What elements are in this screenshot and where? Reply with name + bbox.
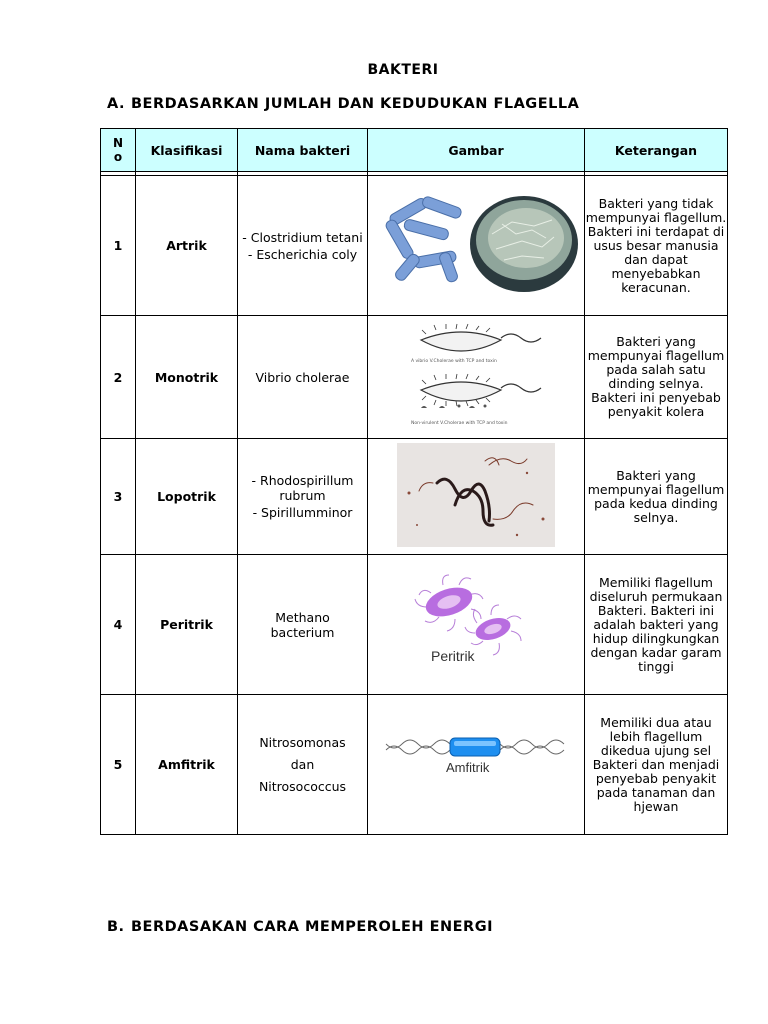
image-label: Amfitrik: [445, 760, 489, 775]
nama-item: Nitrosococcus: [258, 778, 347, 794]
amphitrichous-bacteria-image: [384, 728, 569, 798]
row-number: 5: [101, 695, 136, 835]
header-nama: Nama bakteri: [238, 129, 368, 172]
row-nama: [238, 555, 368, 695]
spirillum-micrograph-image: [397, 443, 555, 547]
row-gambar: [368, 555, 585, 695]
table-row: [101, 176, 728, 316]
section-a-text: BERDASARKAN JUMLAH DAN KEDUDUKAN FLAGELLA: [131, 96, 580, 112]
table-header-row: [101, 129, 728, 172]
row-number: 2: [101, 316, 136, 439]
row-nama: [238, 439, 368, 555]
row-keterangan: Memiliki dua atau lebih flagellum dikedua ujung sel Bakteri dan menjadi penyebab penyakit pada tanaman dan hjewan: [585, 695, 728, 835]
row-number: 3: [101, 439, 136, 555]
header-gambar: Gambar: [368, 129, 585, 172]
header-no-line1: N: [112, 136, 124, 150]
document-title: BAKTERI: [367, 62, 439, 78]
row-keterangan: Bakteri yang mempunyai flagellum pada kedua dinding selnya.: [585, 439, 728, 555]
row-nama: [238, 695, 368, 835]
section-b-heading: [107, 919, 493, 935]
row-gambar: [368, 176, 585, 316]
nama-item: - Rhodospirillum rubrum: [251, 473, 354, 503]
section-b-text: BERDASAKAN CARA MEMPEROLEH ENERGI: [131, 919, 494, 935]
vibrio-cholerae-diagram-image: [401, 320, 551, 432]
row-klasifikasi: Peritrik: [136, 555, 238, 695]
row-klasifikasi: Lopotrik: [136, 439, 238, 555]
nama-item: Nitrosomonas: [259, 734, 346, 750]
row-keterangan: Bakteri yang tidak mempunyai flagellum. Bakteri ini terdapat di usus besar manusia dan dapat menyebabkan keracunan.: [585, 176, 728, 316]
header-no-line2: o: [113, 150, 123, 164]
nama-item: - Spirillumminor: [252, 505, 353, 520]
section-b-letter: B.: [107, 919, 125, 935]
row-number: 1: [101, 176, 136, 316]
row-keterangan: Bakteri yang mempunyai flagellum pada salah satu dinding selnya. Bakteri ini penyebab penyakit kolera: [585, 316, 728, 439]
row-klasifikasi: Monotrik: [136, 316, 238, 439]
header-klasifikasi: Klasifikasi: [136, 129, 238, 172]
section-a-heading: [107, 96, 579, 112]
row-klasifikasi: Artrik: [136, 176, 238, 316]
table-row: [101, 555, 728, 695]
nama-item: Vibrio cholerae: [255, 369, 350, 385]
header-no: [101, 129, 136, 172]
flagella-table: [100, 128, 728, 835]
image-caption-1: A vibrio V.Cholerae with TCP and toxin: [411, 358, 497, 364]
rod-bacteria-and-petri-dish-image: [374, 194, 579, 294]
nama-item: - Escherichia coly: [247, 246, 358, 262]
row-number: 4: [101, 555, 136, 695]
nama-item: Methano bacterium: [270, 609, 335, 640]
row-nama: [238, 176, 368, 316]
table-row: [101, 695, 728, 835]
table-row: [101, 316, 728, 439]
nama-item: dan: [290, 756, 315, 772]
row-nama: [238, 316, 368, 439]
peritrichous-bacteria-image: [411, 573, 541, 673]
image-label: Peritrik: [431, 648, 475, 664]
row-gambar: [368, 439, 585, 555]
table-row: [101, 439, 728, 555]
row-klasifikasi: Amfitrik: [136, 695, 238, 835]
row-gambar: [368, 695, 585, 835]
header-keterangan: Keterangan: [585, 129, 728, 172]
section-a-letter: A.: [107, 96, 125, 112]
nama-item: - Clostridium tetani: [242, 229, 363, 245]
row-gambar: [368, 316, 585, 439]
image-caption-2: Non-virulent V.Cholerae with TCP and toxin: [411, 420, 508, 426]
row-keterangan: Memiliki flagellum diseluruh permukaan Bakteri. Bakteri ini adalah bakteri yang hidup dilingkungkan dengan kadar garam tinggi: [585, 555, 728, 695]
